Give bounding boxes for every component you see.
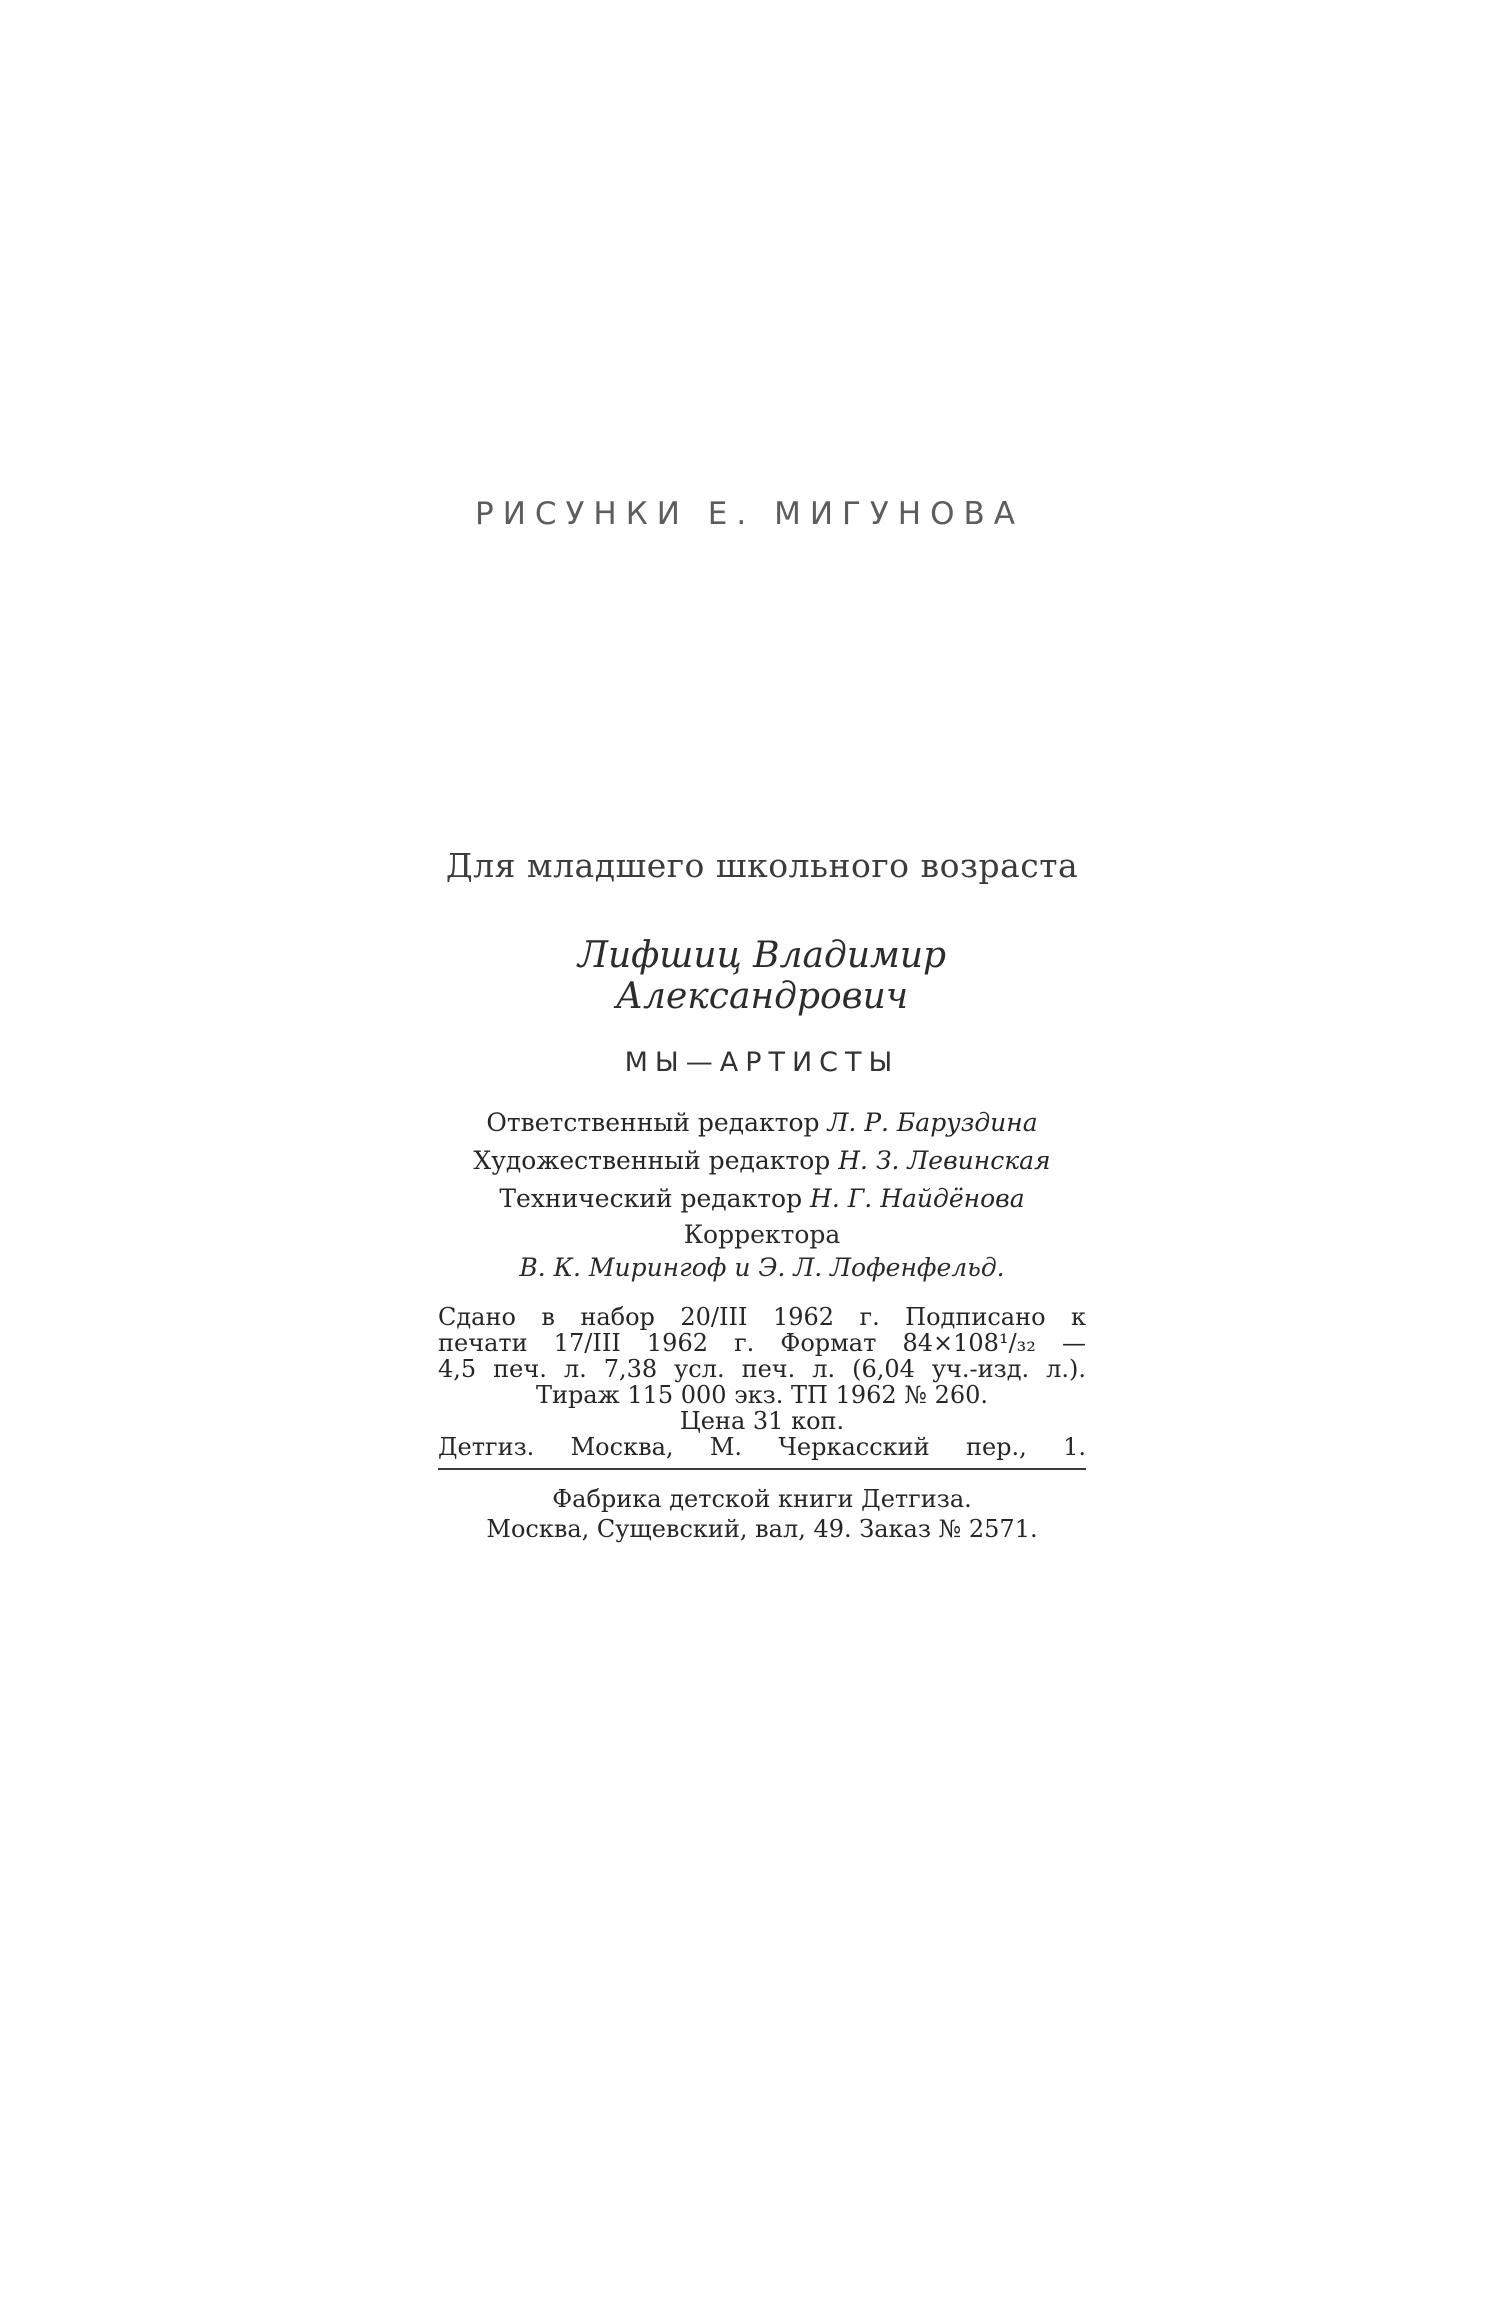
correctors-label: Корректора — [683, 1220, 841, 1249]
publication-details — [438, 1304, 1086, 1460]
imprint-block — [438, 846, 1086, 1544]
publication-line: Цена 31 коп. — [679, 1407, 845, 1435]
editors-list — [438, 1104, 1086, 1218]
correctors-names: В. К. Мирингоф и Э. Л. Лофенфельд. — [519, 1253, 1005, 1282]
divider-rule — [438, 1468, 1086, 1470]
editor-responsible — [438, 1104, 1086, 1142]
editor-role: Ответственный редактор — [486, 1108, 820, 1137]
printer-line: Москва, Сущевский, вал, 49. Заказ № 2571. — [486, 1515, 1038, 1543]
audience-line: Для младшего школьного возраста — [445, 846, 1079, 885]
publication-line: печати 17/III 1962 г. Формат 84×108¹/₃₂ — — [438, 1329, 1086, 1357]
editor-name: Н. Г. Найдёнова — [810, 1184, 1025, 1213]
publication-line: Сдано в набор 20/III 1962 г. Подписано к — [438, 1303, 1086, 1331]
editor-role: Художественный редактор — [473, 1146, 831, 1175]
book-title: МЫ—АРТИСТЫ — [624, 1047, 900, 1078]
publication-line: Тираж 115 000 экз. ТП 1962 № 260. — [535, 1381, 989, 1409]
editor-name: Н. З. Левинская — [838, 1146, 1051, 1175]
editor-technical — [438, 1180, 1086, 1218]
editor-role: Технический редактор — [499, 1184, 803, 1213]
editor-name: Л. Р. Баруздина — [827, 1108, 1038, 1137]
author-name: Лифшиц Владимир Александрович — [577, 935, 947, 1017]
editor-art — [438, 1142, 1086, 1180]
printer-details — [438, 1484, 1086, 1544]
printer-line: Фабрика детской книги Детгиза. — [552, 1485, 972, 1513]
publication-line: Детгиз. Москва, М. Черкасский пер., 1. — [438, 1433, 1086, 1461]
illustrator-credit: РИСУНКИ Е. МИГУНОВА — [475, 496, 1024, 532]
publication-line: 4,5 печ. л. 7,38 усл. печ. л. (6,04 уч.-изд. л.). — [438, 1355, 1086, 1383]
